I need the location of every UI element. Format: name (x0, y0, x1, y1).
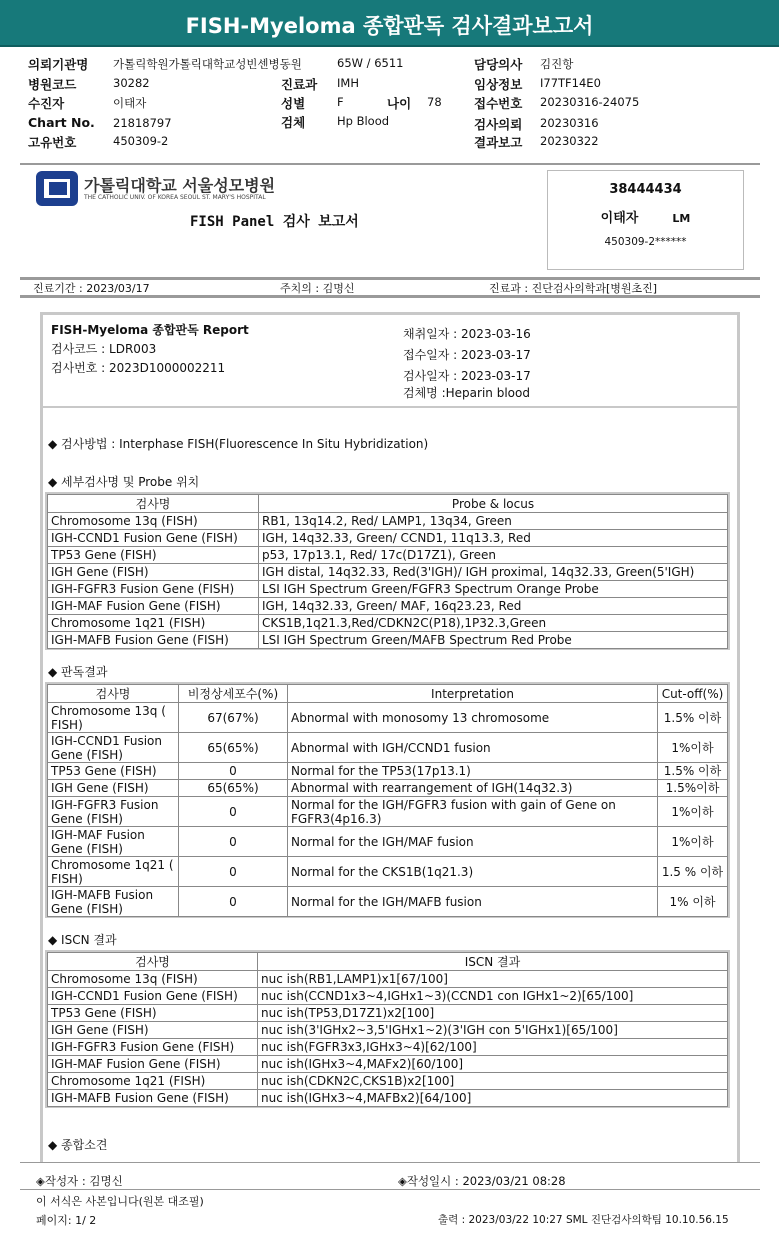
report-heading: FISH Panel 검사 보고서 (190, 214, 359, 230)
unique-label: 고유번호 (28, 135, 77, 150)
table-row (48, 598, 728, 615)
test-number: 검사번호 : 2023D1000002211 (51, 361, 226, 375)
doctor-value: 김진항 (540, 57, 574, 71)
table-cell: 0 (179, 857, 288, 887)
table-cell: IGH Gene (FISH) (48, 564, 259, 581)
table-cell: IGH-CCND1 Fusion Gene (FISH) (48, 988, 258, 1005)
table-cell: Abnormal with monosomy 13 chromosome (288, 703, 658, 733)
report-date-label: 결과보고 (474, 135, 523, 150)
column-header: Cut-off(%) (658, 685, 728, 703)
specimen-label: 검체 (281, 115, 306, 130)
table-cell: Chromosome 1q21 (FISH) (48, 1073, 258, 1090)
table-row (48, 615, 728, 632)
institution-label: 의뢰기관명 (28, 57, 89, 72)
table-cell: IGH-MAF Fusion Gene (FISH) (48, 598, 259, 615)
tested-date: 검사일자 : 2023-03-17 (403, 369, 531, 383)
report-name: FISH-Myeloma 종합판독 Report (51, 323, 249, 337)
table-cell: nuc ish(RB1,LAMP1)x1[67/100] (258, 971, 728, 988)
table-cell: Normal for the IGH/MAF fusion (288, 827, 658, 857)
table-row (48, 988, 728, 1005)
table-cell: 1.5%이하 (658, 780, 728, 797)
request-label: 검사의뢰 (474, 117, 523, 132)
table-row (48, 797, 728, 827)
table-cell: Chromosome 13q ( FISH) (48, 703, 179, 733)
table-row (48, 733, 728, 763)
sex-value: F (337, 95, 344, 109)
hospital-logo-icon (36, 171, 78, 206)
column-header: Probe & locus (259, 495, 728, 513)
table-cell: 1%이하 (658, 797, 728, 827)
copy-note: 이 서식은 사본입니다(원본 대조필) (36, 1195, 204, 1208)
table-cell: 1%이하 (658, 733, 728, 763)
attending: 주치의 : 김명신 (280, 282, 355, 295)
table-row (48, 827, 728, 857)
summary-title: ◆ 종합소견 (48, 1138, 108, 1152)
received-date: 접수일자 : 2023-03-17 (403, 348, 531, 362)
divider (20, 163, 760, 165)
table-cell: 1.5% 이하 (658, 703, 728, 733)
age-label: 나이 (387, 96, 412, 111)
method: ◆ 검사방법 : Interphase FISH(Fluorescence In Situ Hybridization) (48, 437, 429, 451)
table-cell: IGH-FGFR3 Fusion Gene (FISH) (48, 1039, 258, 1056)
table-cell: Normal for the CKS1B(1q21.3) (288, 857, 658, 887)
dept-label: 진료과 (281, 77, 318, 92)
table-row (48, 971, 728, 988)
table-cell: IGH-CCND1 Fusion Gene (FISH) (48, 530, 259, 547)
patient-name: 이태자 (600, 211, 639, 226)
institution-value: 가톨릭학원가톨릭대학교성빈센병동원 (113, 57, 302, 71)
iscn-section-title: ◆ ISCN 결과 (48, 933, 117, 947)
clinical-label: 임상정보 (474, 77, 523, 92)
table-cell: IGH-CCND1 Fusion Gene (FISH) (48, 733, 179, 763)
patient-value: 이태자 (113, 96, 147, 110)
column-header: Interpretation (288, 685, 658, 703)
table-cell: Abnormal with IGH/CCND1 fusion (288, 733, 658, 763)
table-row (48, 1090, 728, 1107)
column-header: 검사명 (48, 685, 179, 703)
hospital-code-label: 병원코드 (28, 77, 77, 92)
table-row (48, 547, 728, 564)
table-cell: Normal for the IGH/FGFR3 fusion with gain of Gene on FGFR3(4p16.3) (288, 797, 658, 827)
table-cell: nuc ish(IGHx3~4,MAFBx2)[64/100] (258, 1090, 728, 1107)
table-row (48, 1073, 728, 1090)
unique-value: 450309-2 (113, 134, 169, 148)
table-row (48, 1039, 728, 1056)
table-cell: nuc ish(3'IGHx2~3,5'IGHx1~2)(3'IGH con 5'IGHx1)[65/100] (258, 1022, 728, 1039)
table-cell: Chromosome 13q (FISH) (48, 513, 259, 530)
table-cell: 1%이하 (658, 827, 728, 857)
column-header: 비정상세포수(%) (179, 685, 288, 703)
probe-section-title: ◆ 세부검사명 및 Probe 위치 (48, 475, 200, 489)
table-row (48, 1056, 728, 1073)
table-cell: IGH Gene (FISH) (48, 1022, 258, 1039)
table-cell: IGH distal, 14q32.33, Red(3'IGH)/ IGH proximal, 14q32.33, Green(5'IGH) (259, 564, 728, 581)
table-cell: 1.5% 이하 (658, 763, 728, 780)
table-cell: TP53 Gene (FISH) (48, 1005, 258, 1022)
divider (43, 406, 737, 408)
patient-reg: 450309-2****** (604, 236, 687, 248)
test-code: 검사코드 : LDR003 (51, 342, 157, 356)
divider (20, 295, 760, 298)
table-row (48, 857, 728, 887)
table-cell: 65(65%) (179, 733, 288, 763)
table-cell: 67(67%) (179, 703, 288, 733)
table-row (48, 530, 728, 547)
collected-date: 채취일자 : 2023-03-16 (403, 327, 531, 341)
patient-code: LM (672, 212, 691, 225)
probe-table (47, 494, 728, 649)
report-title-bar: FISH-Myeloma 종합판독 검사결과보고서 (0, 0, 779, 47)
doctor-label: 담당의사 (474, 57, 523, 72)
table-row (48, 703, 728, 733)
chart-label: Chart No. (28, 115, 95, 130)
chart-value: 21818797 (113, 116, 172, 130)
table-cell: IGH, 14q32.33, Green/ CCND1, 11q13.3, Red (259, 530, 728, 547)
table-cell: 0 (179, 887, 288, 917)
divider (20, 1162, 760, 1163)
table-cell: 1.5 % 이하 (658, 857, 728, 887)
result-table (47, 684, 728, 917)
table-cell: Normal for the IGH/MAFB fusion (288, 887, 658, 917)
clinical-value: I77TF14E0 (540, 76, 601, 90)
table-cell: nuc ish(FGFR3x3,IGHx3~4)[62/100] (258, 1039, 728, 1056)
table-row (48, 780, 728, 797)
table-cell: IGH-FGFR3 Fusion Gene (FISH) (48, 581, 259, 598)
hospital-name: 가톨릭대학교 서울성모병원 (84, 176, 276, 195)
sex-label: 성별 (281, 96, 306, 111)
table-row (48, 564, 728, 581)
table-row (48, 1022, 728, 1039)
table-cell: IGH-MAF Fusion Gene (FISH) (48, 1056, 258, 1073)
table-cell: 1% 이하 (658, 887, 728, 917)
table-cell: Normal for the TP53(17p13.1) (288, 763, 658, 780)
table-cell: nuc ish(IGHx3~4,MAFx2)[60/100] (258, 1056, 728, 1073)
table-row (48, 1005, 728, 1022)
table-cell: 65(65%) (179, 780, 288, 797)
table-cell: p53, 17p13.1, Red/ 17c(D17Z1), Green (259, 547, 728, 564)
table-cell: Abnormal with rearrangement of IGH(14q32.3) (288, 780, 658, 797)
author: ◈작성자 : 김명신 (36, 1174, 123, 1188)
table-cell: RB1, 13q14.2, Red/ LAMP1, 13q34, Green (259, 513, 728, 530)
patient-label: 수진자 (28, 96, 65, 111)
visit-period: 진료기간 : 2023/03/17 (33, 282, 150, 295)
table-cell: 0 (179, 827, 288, 857)
table-row (48, 581, 728, 598)
dept-value: IMH (337, 76, 359, 90)
ward-value: 65W / 6511 (337, 56, 404, 70)
table-row (48, 763, 728, 780)
column-header: 검사명 (48, 953, 258, 971)
table-cell: TP53 Gene (FISH) (48, 547, 259, 564)
specimen-value: Hp Blood (337, 114, 390, 128)
table-row (48, 632, 728, 649)
table-cell: CKS1B,1q21.3,Red/CDKN2C(P18),1P32.3,Green (259, 615, 728, 632)
visit-dept: 진료과 : 진단검사의학과[병원초진] (489, 282, 658, 295)
table-cell: IGH-MAFB Fusion Gene (FISH) (48, 632, 259, 649)
table-cell: 0 (179, 797, 288, 827)
table-cell: IGH-FGFR3 Fusion Gene (FISH) (48, 797, 179, 827)
patient-id: 38444434 (609, 182, 682, 197)
receipt-value: 20230316-24075 (540, 95, 640, 109)
page-number: 페이지: 1/ 2 (36, 1214, 97, 1227)
table-cell: Chromosome 1q21 (FISH) (48, 615, 259, 632)
iscn-table (47, 952, 728, 1107)
table-cell: nuc ish(CDKN2C,CKS1B)x2[100] (258, 1073, 728, 1090)
table-cell: nuc ish(TP53,D17Z1)x2[100] (258, 1005, 728, 1022)
request-value: 20230316 (540, 116, 599, 130)
report-date-value: 20230322 (540, 134, 599, 148)
table-row (48, 887, 728, 917)
patient-box (547, 170, 744, 270)
table-cell: IGH-MAF Fusion Gene (FISH) (48, 827, 179, 857)
table-cell: LSI IGH Spectrum Green/MAFB Spectrum Red Probe (259, 632, 728, 649)
hospital-name-en: THE CATHOLIC UNIV. OF KOREA SEOUL ST. MARY'S HOSPITAL (84, 194, 266, 201)
result-section-title: ◆ 판독결과 (48, 665, 108, 679)
table-cell: 0 (179, 763, 288, 780)
column-header: ISCN 결과 (258, 953, 728, 971)
age-value: 78 (427, 95, 442, 109)
table-cell: Chromosome 13q (FISH) (48, 971, 258, 988)
table-cell: IGH-MAFB Fusion Gene (FISH) (48, 887, 179, 917)
column-header: 검사명 (48, 495, 259, 513)
table-cell: IGH Gene (FISH) (48, 780, 179, 797)
hospital-code-value: 30282 (113, 76, 150, 90)
written-time: ◈작성일시 : 2023/03/21 08:28 (398, 1174, 566, 1188)
table-cell: IGH, 14q32.33, Green/ MAF, 16q23.23, Red (259, 598, 728, 615)
table-cell: IGH-MAFB Fusion Gene (FISH) (48, 1090, 258, 1107)
print-info: 출력 : 2023/03/22 10:27 SML 진단검사의학팀 10.10.56.15 (438, 1214, 729, 1226)
table-cell: nuc ish(CCND1x3~4,IGHx1~3)(CCND1 con IGHx1~2)[65/100] (258, 988, 728, 1005)
specimen-name: 검체명 :Heparin blood (403, 386, 530, 400)
receipt-label: 접수번호 (474, 96, 523, 111)
divider (20, 1189, 760, 1190)
table-cell: Chromosome 1q21 ( FISH) (48, 857, 179, 887)
table-cell: TP53 Gene (FISH) (48, 763, 179, 780)
table-cell: LSI IGH Spectrum Green/FGFR3 Spectrum Orange Probe (259, 581, 728, 598)
table-row (48, 513, 728, 530)
